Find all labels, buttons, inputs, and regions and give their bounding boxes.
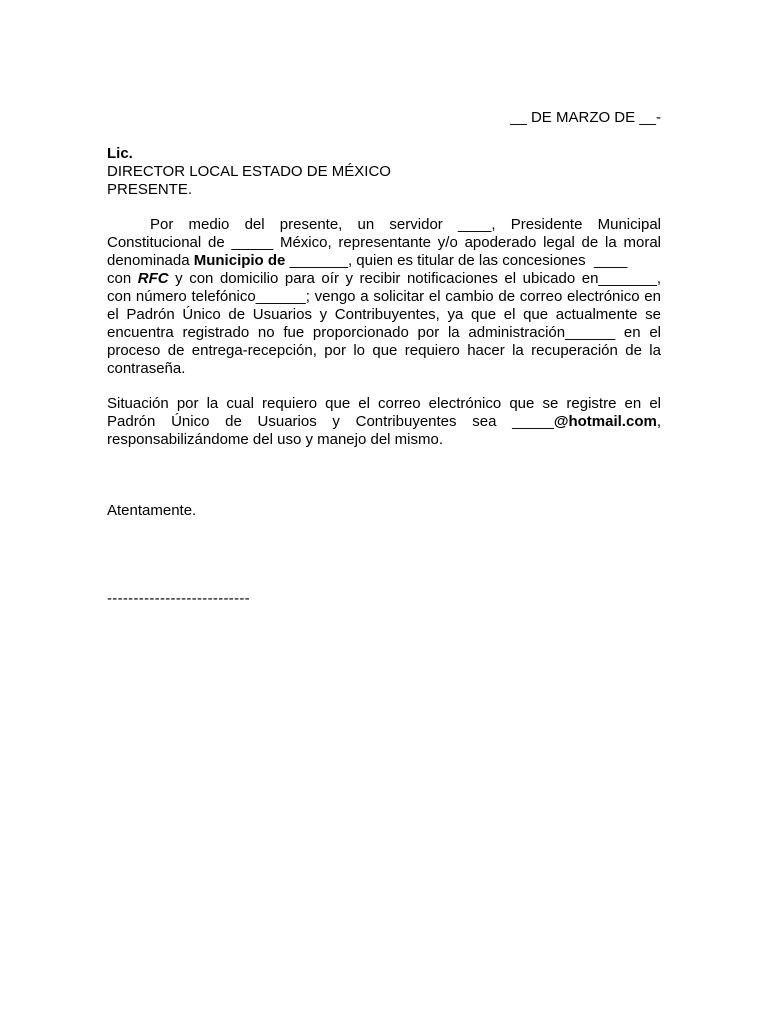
email-domain: @hotmail.com [553, 413, 657, 430]
paragraph1-line6: el Padrón Único de Usuarios y Contribuyentes, ya que el que actualmente se [107, 306, 661, 323]
paragraph1-line8: proceso de entrega-recepción, por lo que requiero hacer la recuperación de la [107, 342, 661, 359]
paragraph1-line5: con número telefónico______; vengo a solicitar el cambio de correo electrónico en [107, 288, 661, 305]
paragraph1-line1: Por medio del presente, un servidor ____, Presidente Municipal [150, 216, 661, 233]
paragraph1-line2: Constitucional de _____ México, representante y/o apoderado legal de la moral [107, 234, 661, 251]
paragraph2-line2-end: , [656, 413, 661, 430]
paragraph2-line1: Situación por la cual requiero que el correo electrónico que se registre en el [107, 395, 661, 412]
municipio-label: Municipio de [193, 252, 286, 269]
paragraph1-line3-end: _______, quien es titular de las concesiones ____ [285, 252, 628, 269]
paragraph1-line4-end: y con domicilio para oír y recibir notificaciones el ubicado en_______, [168, 270, 661, 287]
paragraph1-line7: encuentra registrado no fue proporcionado por la administración______ en el [107, 324, 661, 341]
paragraph1-line3-start: denominada [107, 252, 194, 269]
paragraph1-line4 [107, 270, 661, 288]
paragraph-email [107, 395, 661, 449]
paragraph2-line3: responsabilizándome del uso y manejo del mismo. [107, 431, 444, 448]
addressee-block [107, 145, 661, 199]
signature-line: --------------------------- [107, 590, 250, 607]
addressee-title: Lic. [107, 145, 133, 162]
paragraph2-line2 [107, 413, 661, 431]
paragraph1-line3 [107, 252, 661, 270]
rfc-label: RFC [137, 270, 169, 287]
paragraph1-line9: contraseña. [107, 360, 186, 377]
closing-text: Atentamente. [107, 502, 197, 519]
paragraph-request [107, 216, 661, 378]
date-line: __ DE MARZO DE __- [510, 109, 661, 126]
addressee-position: DIRECTOR LOCAL ESTADO DE MÉXICO [107, 163, 391, 180]
paragraph2-line2-start: Padrón Único de Usuarios y Contribuyentes sea _____ [107, 413, 554, 430]
paragraph1-line4-start: con [107, 270, 138, 287]
addressee-presente: PRESENTE. [107, 181, 193, 198]
